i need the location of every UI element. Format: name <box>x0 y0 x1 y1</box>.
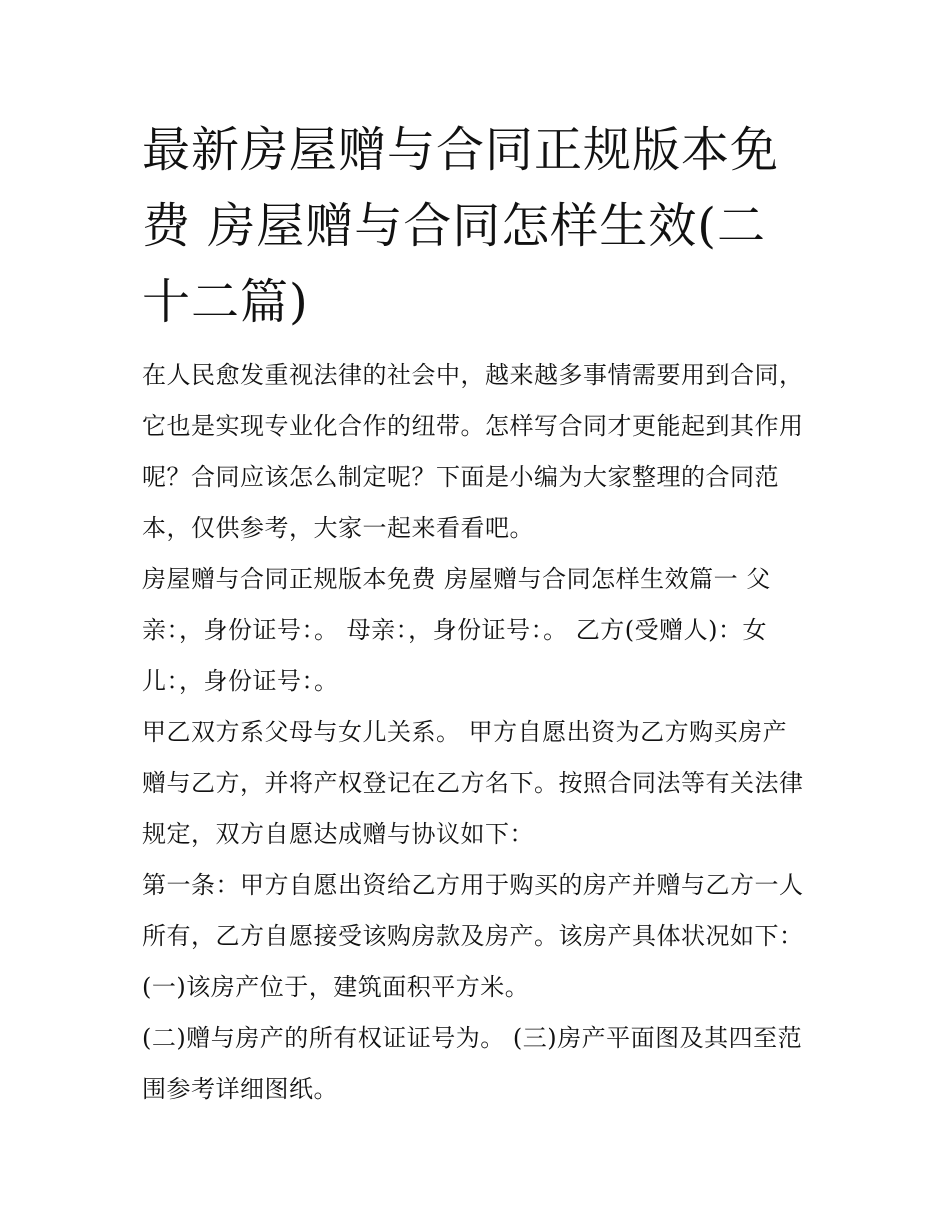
paragraph-parties: 房屋赠与合同正规版本免费 房屋赠与合同怎样生效篇一 父亲：，身份证号：。 母亲：，身份证号：。 乙方(受赠人)：女儿：，身份证号：。 <box>142 565 771 695</box>
paragraph-relationship: 甲乙双方系父母与女儿关系。 甲方自愿出资为乙方购买房产赠与乙方，并将产权登记在乙方名下。按照合同法等有关法律规定，双方自愿达成赠与协议如下： <box>142 718 804 848</box>
paragraph-article-one: 第一条：甲方自愿出资给乙方用于购买的房产并赠与乙方一人所有，乙方自愿接受该购房款及房产。该房产具体状况如下： <box>142 871 804 950</box>
document-title: 最新房屋赠与合同正规版本免费 房屋赠与合同怎样生效(二十二篇) <box>142 122 780 330</box>
paragraph-intro: 在人民愈发重视法律的社会中，越来越多事情需要用到合同，它也是实现专业化合作的纽带。怎样写合同才更能起到其作用呢？合同应该怎么制定呢？下面是小编为大家整理的合同范本，仅供参考，大家一起来看看吧。 <box>142 361 804 542</box>
paragraph-clause-two-three: (二)赠与房产的所有权证证号为。 (三)房产平面图及其四至范围参考详细图纸。 <box>142 1024 803 1103</box>
document-page <box>142 112 810 1115</box>
paragraph-clause-one: (一)该房产位于，建筑面积平方米。 <box>142 973 530 1001</box>
